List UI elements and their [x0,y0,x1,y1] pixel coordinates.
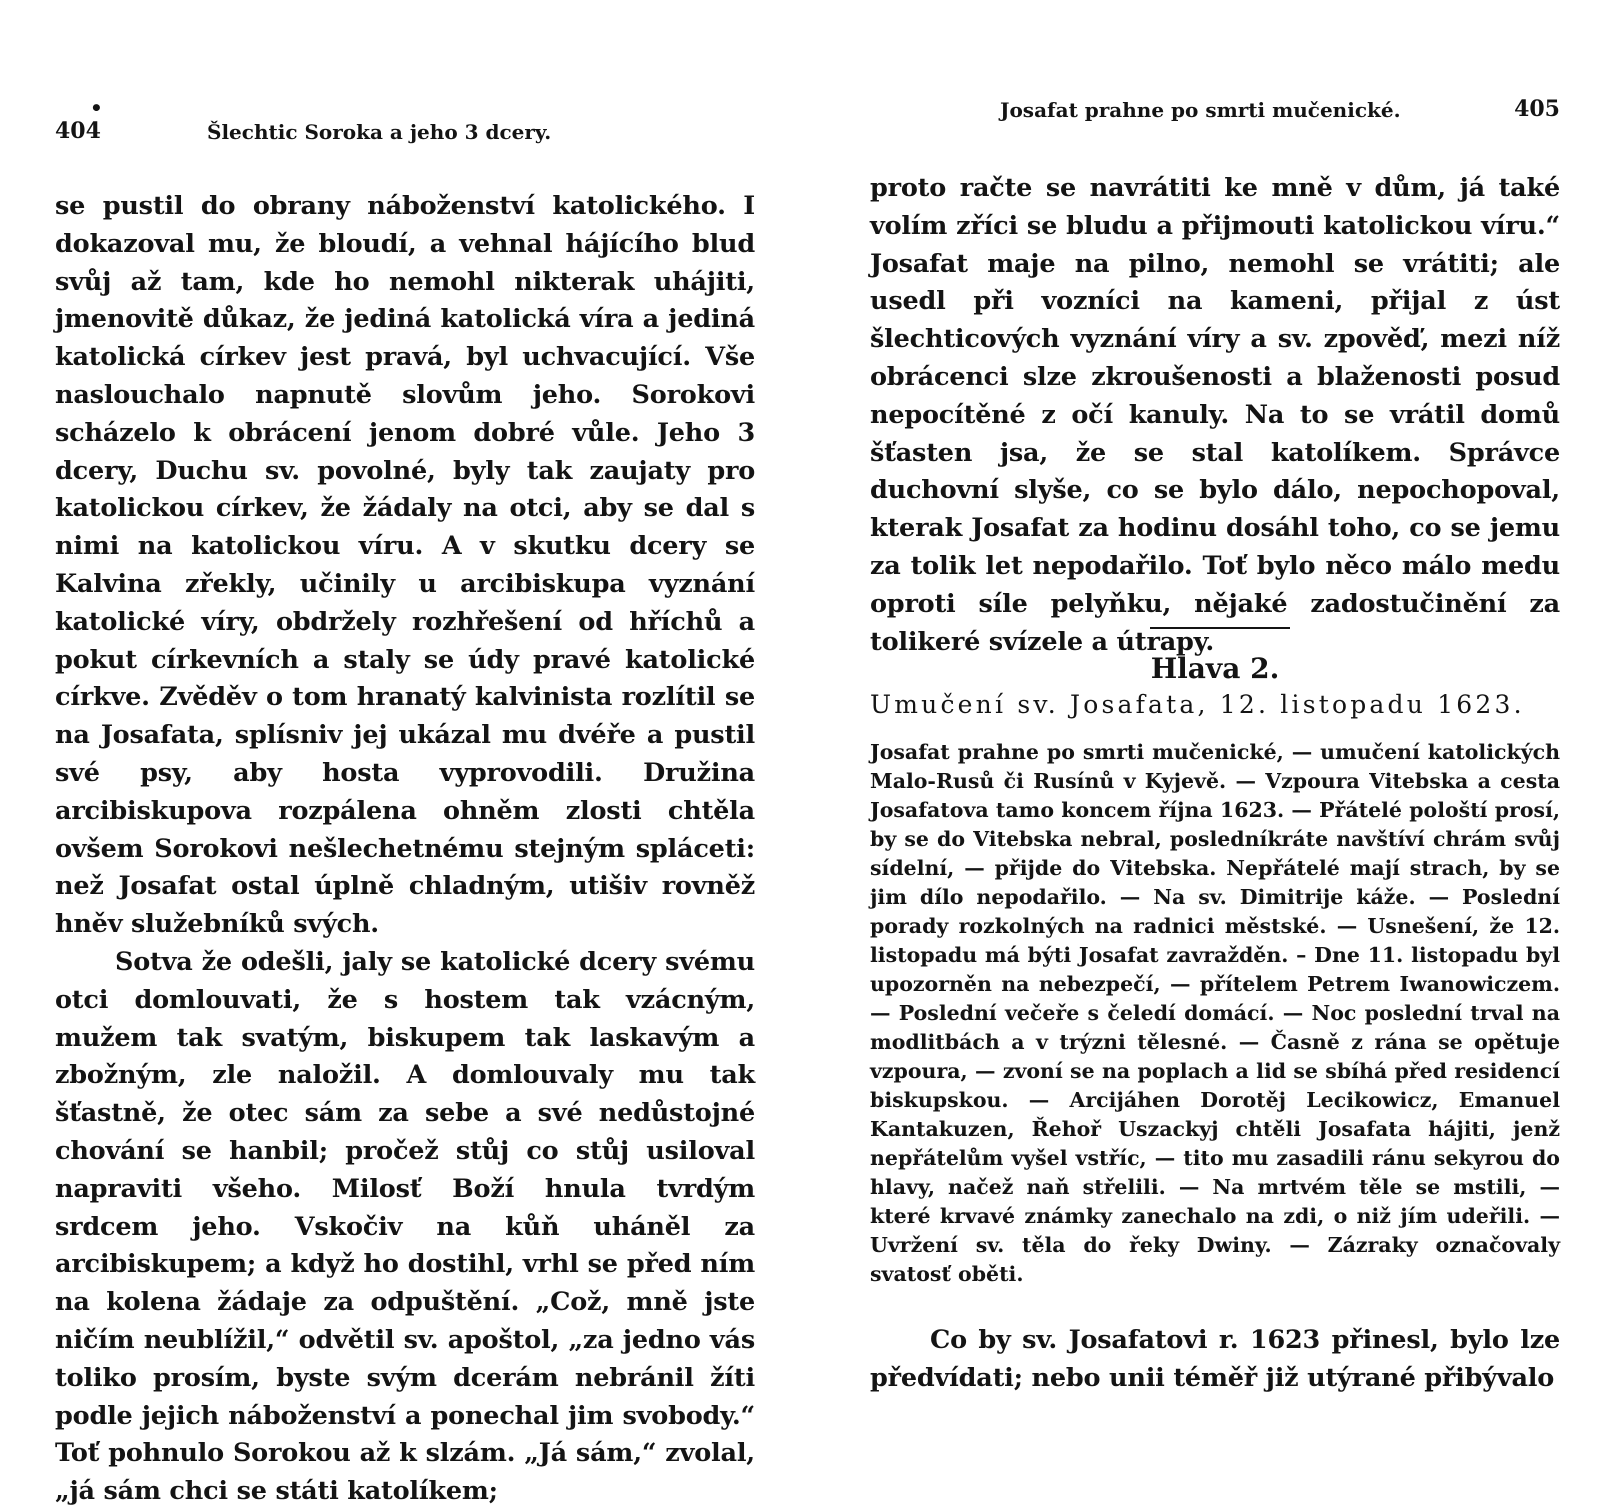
right-running-title: Josafat prahne po smrti mučenické. [1000,98,1401,122]
chapter-subtitle: Umučení sv. Josafata, 12. listopadu 1623. [870,690,1525,719]
right-body-text-bottom [870,1322,1560,1398]
page-dot: • [90,96,103,120]
left-page [55,0,755,1507]
left-page-number: 404 [55,118,101,144]
right-paragraph-bottom: Co by sv. Josafatovi r. 1623 přinesl, bylo lze předvídati; nebo unii téměř již utýrané přibývalo [870,1325,1560,1393]
left-paragraph-2: Sotva že odešli, jaly se katolické dcery svému otci domlouvati, že s hostem tak vzácným, mužem tak svatým, biskupem tak laskavým a zbožným, zle naložil. A domlouvaly mu tak šťastně, že otec sám za sebe a své nedůstojné chování se hanbil; pročež stůj co stůj usiloval napraviti všeho. Milosť Boží hnula tvrdým srdcem jeho. Vskočiv na kůň uháněl za arcibiskupem; a když ho dostihl, vrhl se před ním na kolena žádaje za odpuštění. „Což, mně jste ničím neublížil,“ odvětil sv. apoštol, „za jedno vás toliko prosím, byste svým dcerám nebránil žíti podle jejich náboženství a ponechal jim svobody.“ Toť pohnulo Sorokou až k slzám. „Já sám,“ zvolal, „já sám chci se státi katolíkem; [55,946,755,1507]
chapter-heading: Hlava 2. [1150,652,1280,685]
right-body-text-top [870,170,1560,661]
chapter-summary-text: Josafat prahne po smrti mučenické, — umučení katolických Malo-Rusů či Rusínů v Kyjevě. — Vzpoura Vitebska a cesta Josafatova tamo koncem října 1623. — Přátelé poloští prosí, by se do Vitebska nebral, posledníkráte navštíví chrám svůj sídelní, — přijde do Vitebska. Nepřátelé mají strach, by se jim dílo nepodařilo. — Na sv. Dimitrije káže. — Poslední porady rozkolných na radnici městské. — Usnešení, že 12. listopadu má býti Josafat zavražděn. – Dne 11. listopadu byl upozorněn na nebezpečí, — přítelem Petrem Iwanowiczem. — Poslední večeře s čeledí domácí. — Noc poslední trval na modlitbách a v trýzni tělesné. — Časně z rána se opětuje vzpoura, — zvoní se na poplach a lid se sbíhá před residencí biskupskou. — Arcijáhen Dorotěj Lecikowicz, Emanuel Kantakuzen, Řehoř Uszackyj chtěli Josafata hájiti, jenž nepřátelům vyšel vstříc, — tito mu zasadili ránu sekyrou do hlavy, načež naň střelili. — Na mrtvém těle se mstili, — které krvavé známky zanechalo na zdi, o niž jím udeřili. — Uvržení sv. těla do řeky Dwiny. — Zázraky označovaly svatosť oběti. [870,740,1560,1286]
right-paragraph-top: proto račte se navrátiti ke mně v dům, já také volím zříci se bludu a přijmouti katolickou víru.“ Josafat maje na pilno, nemohl se vrátiti; ale usedl při vozníci na kameni, přijal z úst šlechticových vyznání víry a sv. zpověď, mezi níž obrácenci slze zkroušenosti a blaženosti posud nepocítěné z očí kanuly. Na to se vrátil domů šťasten jsa, že se stal katolíkem. Správce duchovní slyše, co se bylo dálo, nepochopoval, kterak Josafat za hodinu dosáhl toho, co se jemu za tolik let nepodařilo. Toť bylo něco málo medu oproti síle pelyňku, nějaké zadostučinění za tolikeré svízele a útrapy. [870,173,1560,657]
left-body-text [55,188,755,1511]
left-paragraph-1: se pustil do obrany náboženství katolického. I dokazoval mu, že bloudí, a vehnal hájícího blud svůj až tam, kde ho nemohl nikterak uhájiti, jmenovitě důkaz, že jediná katolická víra a jediná katolická církev jest pravá, byl uchvacující. Vše naslouchalo napnutě slovům jeho. Sorokovi scházelo k obrácení jenom dobré vůle. Jeho 3 dcery, Duchu sv. povolné, byly tak zaujaty pro katolickou církev, že žádaly na otci, aby se dal s nimi na katolickou víru. A v skutku dcery se Kalvina zřekly, učinily u arcibiskupa vyznání katolické víry, obdržely rozhřešení od hříchů a pokut církevních a staly se údy pravé katolické církve. Zvěděv o tom hranatý kalvinista rozlítil se na Josafata, splísniv jej ukázal mu dvéře a pustil své psy, aby hosta vyprovodili. Družina arcibiskupova rozpálena ohněm zlosti chtěla ovšem Sorokovi nešlechetnému stejným spláceti: než Josafat ostal úplně chladným, utišiv rovněž hněv služebníků svých. [55,191,755,940]
chapter-summary [870,738,1560,1289]
section-divider [1150,627,1290,629]
left-running-title: Šlechtic Soroka a jeho 3 dcery. [207,120,552,144]
right-page [870,0,1560,1501]
right-page-number: 405 [1514,96,1560,122]
